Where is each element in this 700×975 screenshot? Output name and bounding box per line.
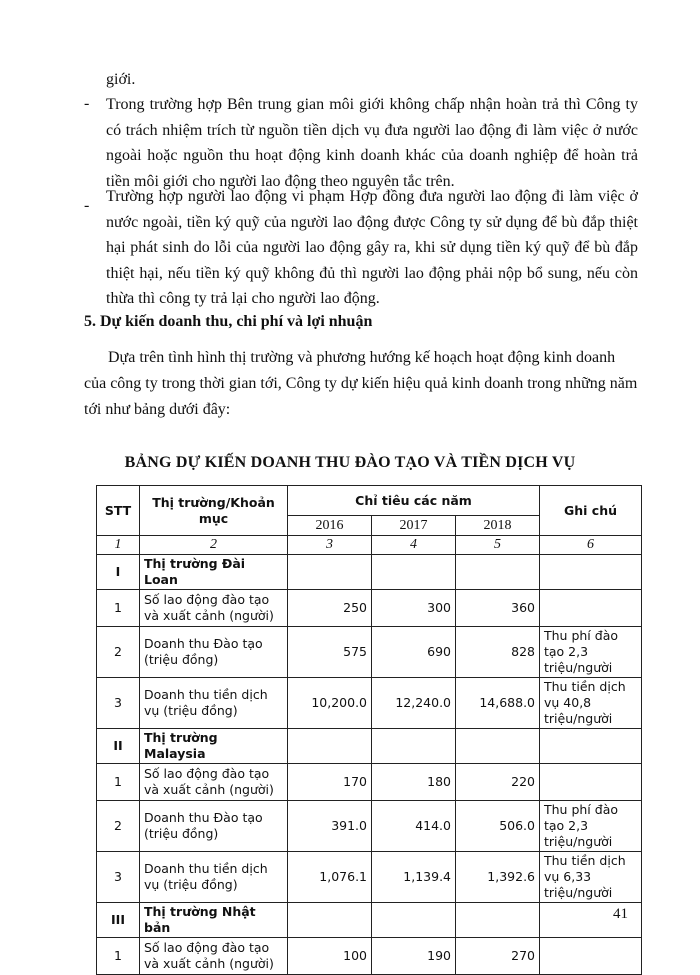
row-stt: 2 (97, 801, 140, 852)
row-value-2017: 1,139.4 (372, 852, 456, 903)
intro-paragraph: Dựa trên tình hình thị trường và phương hướng kế hoạch hoạt động kinh doanh của công ty trong thời gian tới, Công ty dự kiến hiệu quả kinh doanh trong những năm tới như bảng dưới đây: (84, 349, 638, 418)
index-cell: 6 (540, 536, 642, 555)
header-year-2018: 2018 (456, 516, 540, 536)
table-row (97, 590, 642, 627)
row-value-2016: 575 (288, 627, 372, 678)
header-item: Thị trường/Khoản mục (140, 486, 288, 536)
header-year-2017: 2017 (372, 516, 456, 536)
row-item: Doanh thu tiền dịch vụ (triệu đồng) (140, 678, 288, 729)
row-value-2017: 690 (372, 627, 456, 678)
row-value-2016: 10,200.0 (288, 678, 372, 729)
header-note: Ghi chú (540, 486, 642, 536)
index-cell: 3 (288, 536, 372, 555)
table-row (97, 764, 642, 801)
row-value-2016: 250 (288, 590, 372, 627)
row-note: Thu tiền dịch vụ 40,8 triệu/người (540, 678, 642, 729)
section-row (97, 729, 642, 764)
header-year-2016: 2016 (288, 516, 372, 536)
section-row (97, 903, 642, 938)
row-item: Doanh thu Đào tạo (triệu đồng) (140, 627, 288, 678)
table-row (97, 801, 642, 852)
row-stt: 3 (97, 852, 140, 903)
page-number: 41 (613, 906, 628, 922)
section-market: Thị trường Đài Loan (140, 555, 288, 590)
section-number: II (97, 729, 140, 764)
row-value-2016: 170 (288, 764, 372, 801)
row-value-2017: 190 (372, 938, 456, 975)
index-cell: 5 (456, 536, 540, 555)
section-number: I (97, 555, 140, 590)
row-note (540, 590, 642, 627)
row-item: Số lao động đào tạo và xuất cảnh (người) (140, 590, 288, 627)
header-years-group: Chỉ tiêu các năm (288, 486, 540, 516)
row-item: Doanh thu tiền dịch vụ (triệu đồng) (140, 852, 288, 903)
continuation-text: giới. (106, 71, 136, 88)
table-row (97, 852, 642, 903)
table-row (97, 678, 642, 729)
bullet-dash: - (84, 95, 90, 112)
row-value-2017: 414.0 (372, 801, 456, 852)
row-note: Thu tiền dịch vụ 6,33 triệu/người (540, 852, 642, 903)
row-item: Doanh thu Đào tạo (triệu đồng) (140, 801, 288, 852)
row-note (540, 938, 642, 975)
row-value-2018: 1,392.6 (456, 852, 540, 903)
row-value-2017: 180 (372, 764, 456, 801)
row-stt: 1 (97, 590, 140, 627)
row-item: Số lao động đào tạo và xuất cảnh (người) (140, 938, 288, 975)
section-number: III (97, 903, 140, 938)
row-stt: 2 (97, 627, 140, 678)
index-row (97, 536, 642, 555)
section-market: Thị trường Nhật bản (140, 903, 288, 938)
bullet-broker-refund: Trong trường hợp Bên trung gian môi giới không chấp nhận hoàn trả thì Công ty có trách nhiệm trích từ nguồn tiền dịch vụ đưa người lao động đi làm việc ở nước ngoài hoặc nguồn thu hoạt động kinh doanh khác của doanh nghiệp để hoàn trả tiền môi giới cho người lao động theo nguyên tắc trên. (106, 96, 638, 190)
row-value-2018: 506.0 (456, 801, 540, 852)
section-heading: 5. Dự kiến doanh thu, chi phí và lợi nhuận (84, 313, 373, 330)
row-value-2018: 220 (456, 764, 540, 801)
section-row (97, 555, 642, 590)
header-stt: STT (97, 486, 140, 536)
row-stt: 3 (97, 678, 140, 729)
row-value-2017: 300 (372, 590, 456, 627)
bullet-dash: - (84, 197, 90, 214)
row-value-2017: 12,240.0 (372, 678, 456, 729)
row-stt: 1 (97, 938, 140, 975)
index-cell: 4 (372, 536, 456, 555)
row-item: Số lao động đào tạo và xuất cảnh (người) (140, 764, 288, 801)
row-value-2018: 270 (456, 938, 540, 975)
row-value-2016: 100 (288, 938, 372, 975)
index-cell: 1 (97, 536, 140, 555)
row-stt: 1 (97, 764, 140, 801)
row-note (540, 764, 642, 801)
table-title: BẢNG DỰ KIẾN DOANH THU ĐÀO TẠO VÀ TIỀN DỊCH VỤ (124, 454, 576, 471)
row-note: Thu phí đào tạo 2,3 triệu/người (540, 801, 642, 852)
index-cell: 2 (140, 536, 288, 555)
table-row (97, 627, 642, 678)
revenue-table (96, 485, 642, 975)
bullet-deposit-violation: Trường hợp người lao động vi phạm Hợp đồng đưa người lao động đi làm việc ở nước ngoài, tiền ký quỹ của người lao động được Công ty sử dụng để bù đắp thiệt hại phát sinh do lỗi của người lao động gây ra, khi sử dụng tiền ký quỹ để bù đắp thiệt hại, nếu tiền ký quỹ không đủ thì người lao động phải nộp bổ sung, nếu còn thừa thì công ty trả lại cho người lao động. (106, 188, 638, 307)
row-value-2016: 391.0 (288, 801, 372, 852)
row-value-2018: 360 (456, 590, 540, 627)
section-market: Thị trường Malaysia (140, 729, 288, 764)
row-value-2016: 1,076.1 (288, 852, 372, 903)
row-value-2018: 14,688.0 (456, 678, 540, 729)
row-note: Thu phí đào tạo 2,3 triệu/người (540, 627, 642, 678)
table-row (97, 938, 642, 975)
row-value-2018: 828 (456, 627, 540, 678)
